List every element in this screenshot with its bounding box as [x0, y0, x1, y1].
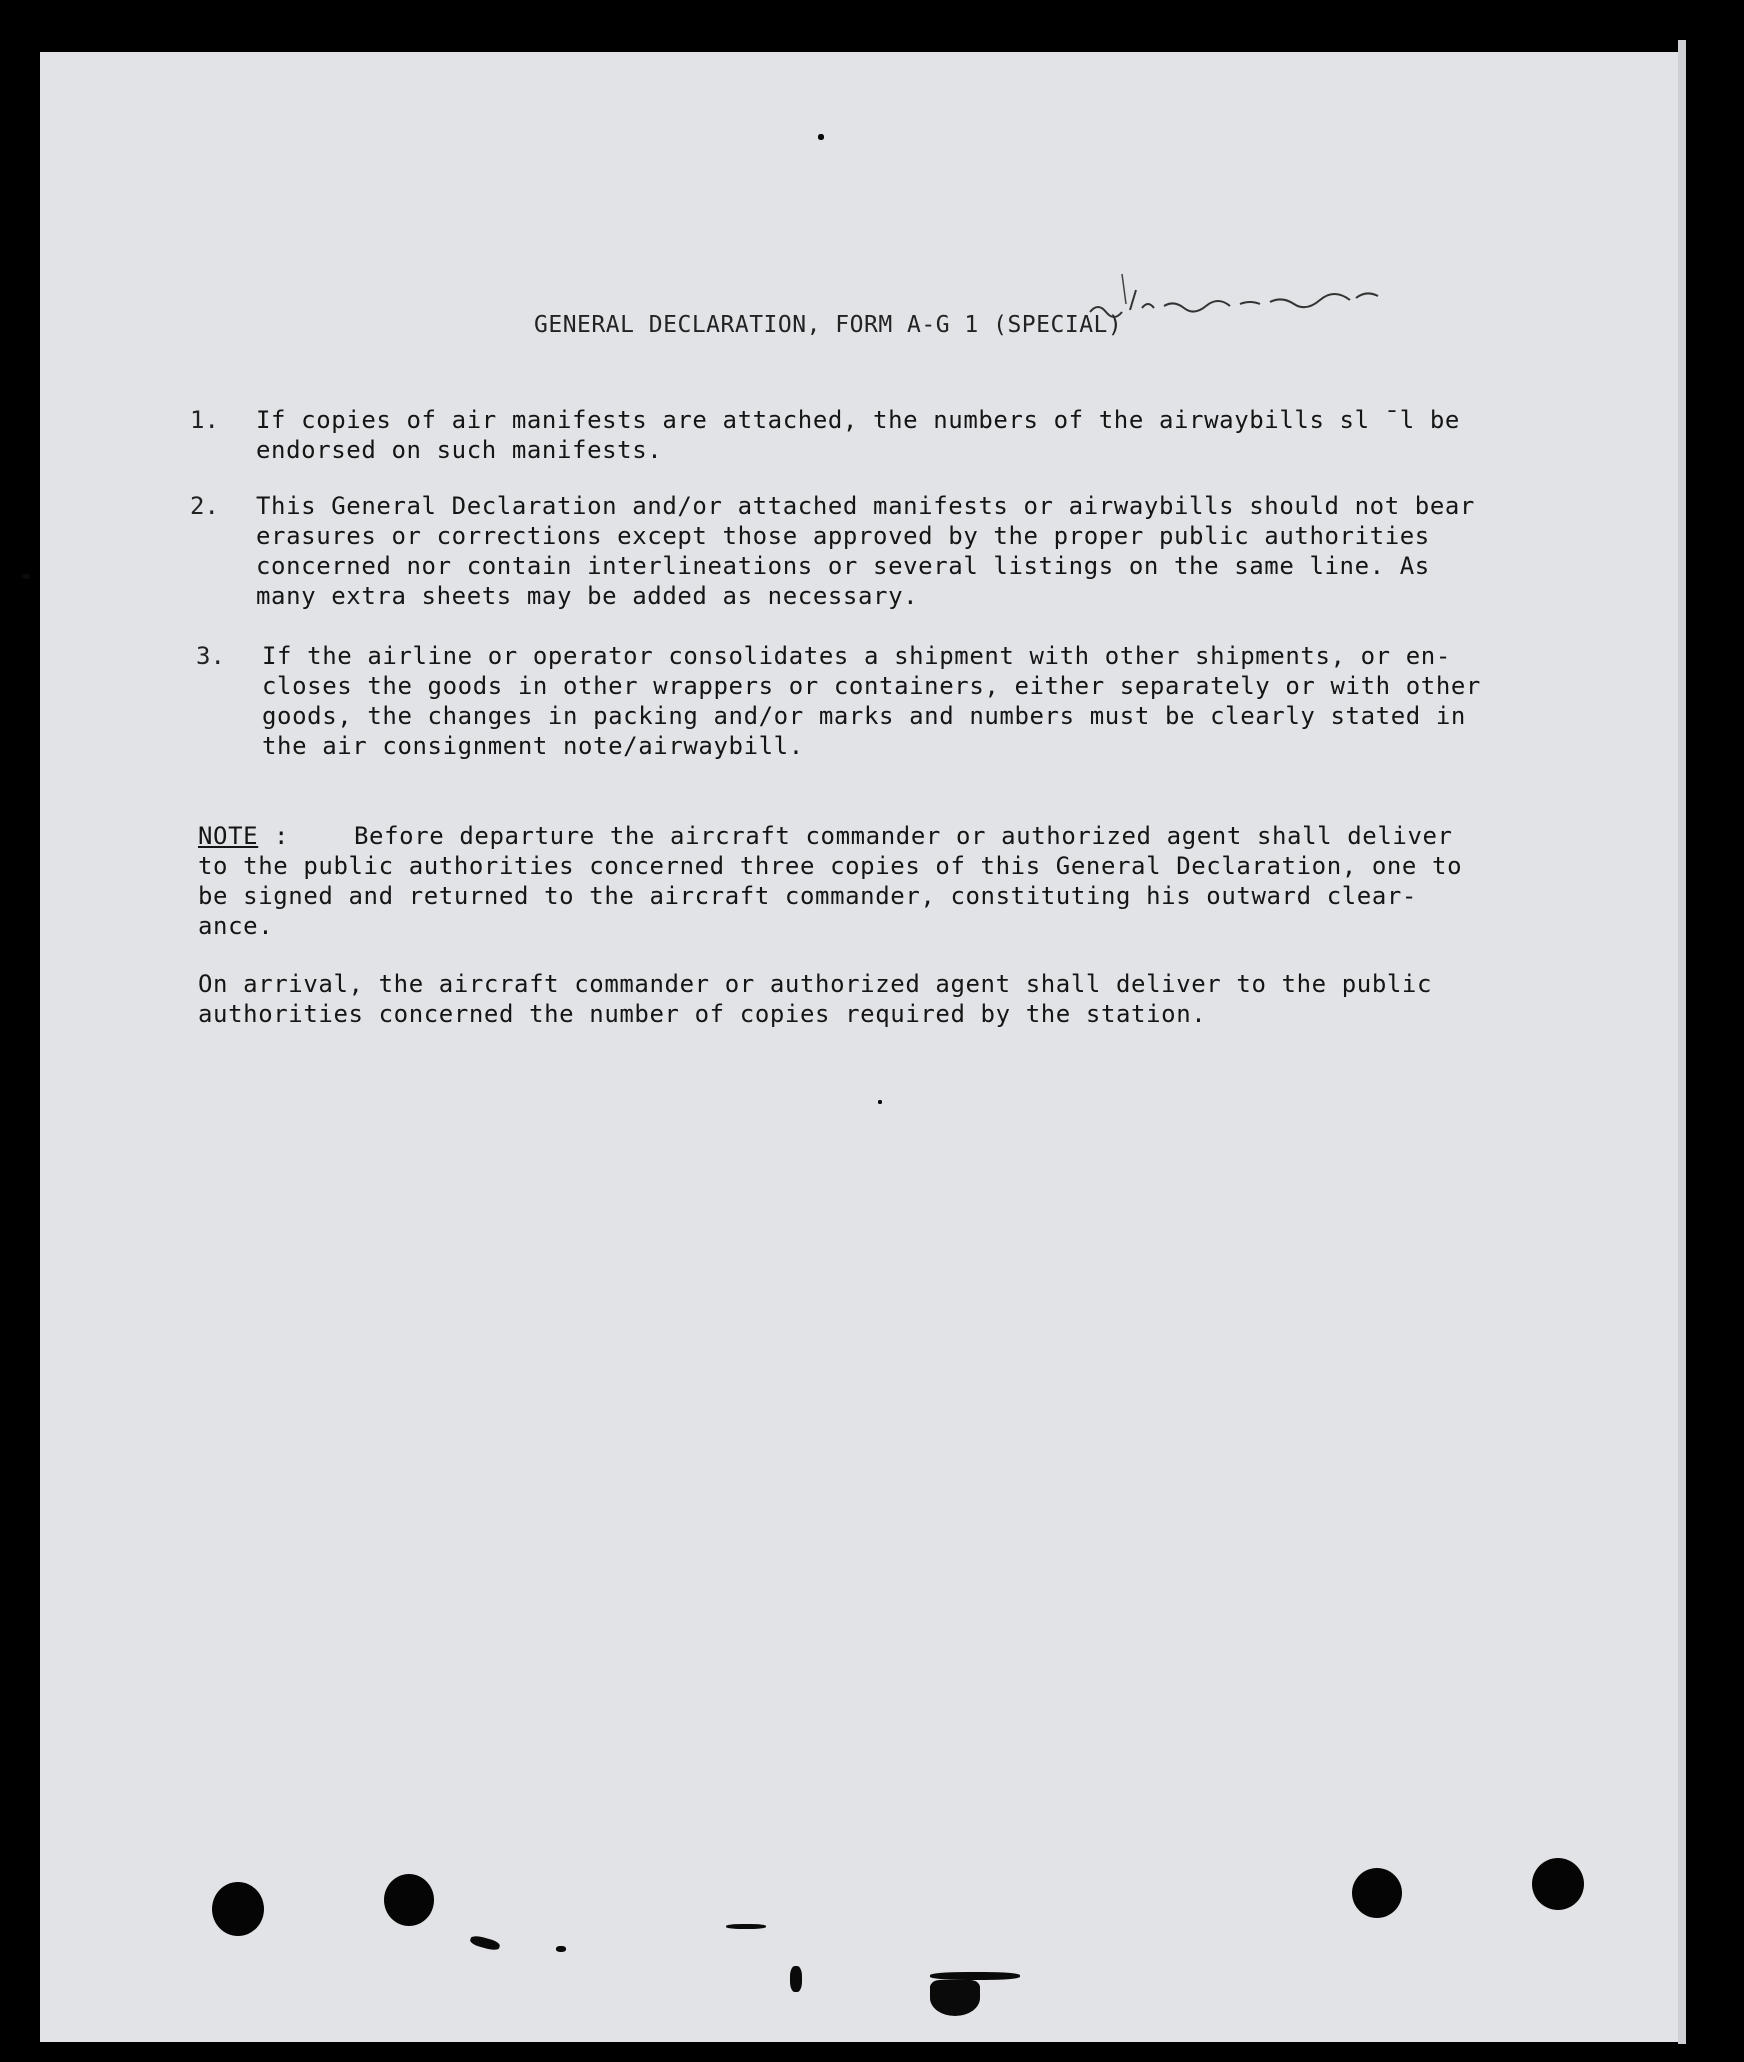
punch-hole	[384, 1874, 434, 1926]
page-title: GENERAL DECLARATION, FORM A-G 1 (SPECIAL)	[534, 312, 1123, 338]
item-line: goods, the changes in packing and/or marks and numbers must be clearly stated in	[262, 702, 1466, 730]
ink-speck	[930, 1972, 1020, 1980]
item-line: concerned nor contain interlineations or several listings on the same line. As	[256, 552, 1430, 580]
punch-hole	[1532, 1858, 1584, 1910]
note-first-line: Before departure the aircraft commander or authorized agent shall deliver	[354, 822, 1453, 850]
item-line: erasures or corrections except those approved by the proper public authorities	[256, 522, 1430, 550]
ink-speck	[556, 1946, 566, 1952]
document-page	[40, 52, 1680, 2042]
item-line: endorsed on such manifests.	[256, 436, 663, 464]
note-line: ance.	[198, 912, 274, 940]
item-line: many extra sheets may be added as necessary.	[256, 582, 919, 610]
page-edge	[1678, 40, 1686, 2044]
ink-speck	[878, 1100, 882, 1104]
punch-hole	[1352, 1868, 1402, 1918]
handwritten-scribble	[1080, 272, 1480, 332]
item-number: 1.	[190, 406, 219, 434]
ink-speck	[790, 1966, 802, 1992]
ink-speck	[726, 1924, 766, 1929]
ink-speck	[818, 134, 824, 140]
item-number: 2.	[190, 492, 219, 520]
punch-hole	[212, 1882, 264, 1936]
item-number: 3.	[196, 642, 225, 670]
item-line: closes the goods in other wrappers or containers, either separately or with other	[262, 672, 1481, 700]
ink-speck	[930, 1980, 980, 2016]
item-line: This General Declaration and/or attached manifests or airwaybills should not bear	[256, 492, 1475, 520]
note-line: be signed and returned to the aircraft commander, constituting his outward clear-	[198, 882, 1417, 910]
arrival-line: authorities concerned the number of copies required by the station.	[198, 1000, 1207, 1028]
item-line: If the airline or operator consolidates a shipment with other shipments, or en-	[262, 642, 1451, 670]
item-line: If copies of air manifests are attached, the numbers of the airwaybills sl ˉl be	[256, 406, 1460, 434]
ink-speck	[22, 574, 30, 579]
note-colon: :	[274, 822, 289, 850]
arrival-line: On arrival, the aircraft commander or authorized agent shall deliver to the public	[198, 970, 1433, 998]
note-label: NOTE	[198, 822, 259, 850]
item-line: the air consignment note/airwaybill.	[262, 732, 804, 760]
note-line: to the public authorities concerned three copies of this General Declaration, one to	[198, 852, 1463, 880]
